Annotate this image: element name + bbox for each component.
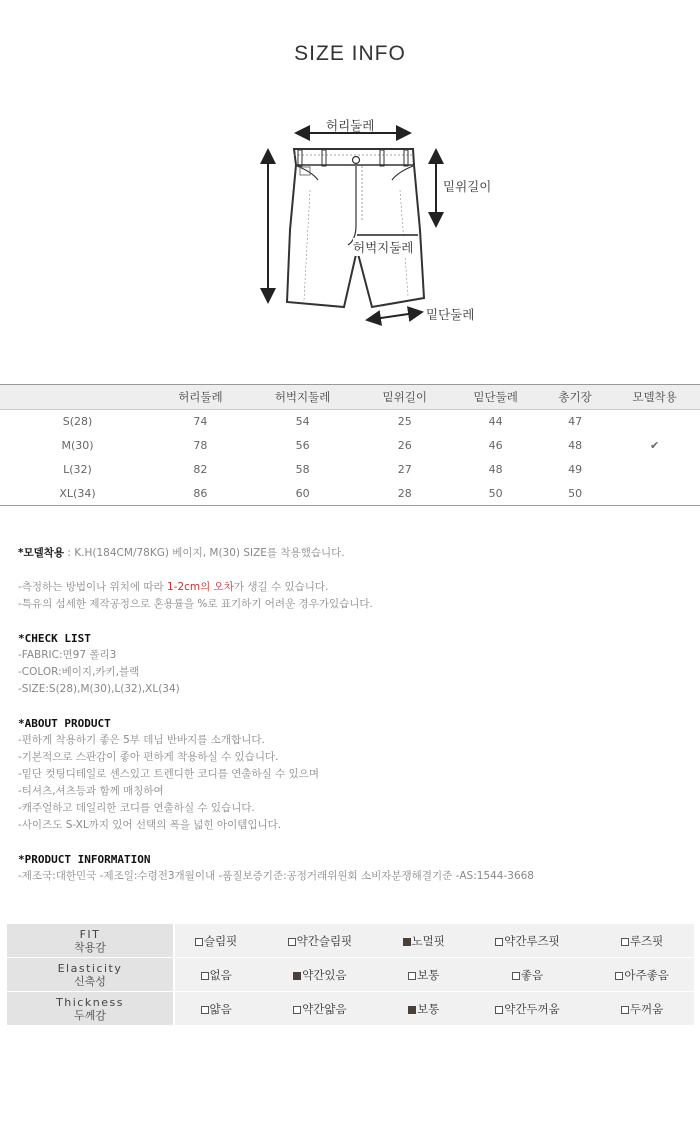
fit-table bbox=[7, 924, 694, 1026]
header-cell bbox=[0, 385, 155, 410]
option-cell bbox=[465, 992, 590, 1026]
option-cell bbox=[383, 992, 465, 1026]
header-cell: 허리둘레 bbox=[155, 385, 246, 410]
option-cell bbox=[590, 992, 694, 1026]
header-cell: 허벅지둘레 bbox=[246, 385, 360, 410]
checkbox-icon bbox=[495, 938, 503, 946]
waist-label: 허리둘레 bbox=[326, 118, 375, 133]
option-cell bbox=[175, 924, 257, 958]
value-cell: 44 bbox=[488, 415, 503, 429]
option-label: 아주좋음 bbox=[624, 967, 669, 982]
value-cell: 50 bbox=[541, 482, 609, 506]
model-note bbox=[18, 545, 688, 562]
row-head-en: Thickness bbox=[56, 995, 124, 1009]
size-table-header bbox=[0, 385, 700, 410]
checkbox-icon bbox=[621, 1006, 629, 1014]
measure-note-text: 가 생길 수 있습니다. bbox=[233, 581, 329, 593]
row-head-ko: 두께감 bbox=[74, 1008, 106, 1022]
model-cell bbox=[609, 458, 700, 482]
value-cell: 50 bbox=[450, 482, 541, 506]
header-cell: 밑단둘레 bbox=[450, 385, 541, 410]
option-label: 슬림핏 bbox=[203, 933, 238, 948]
option-cell bbox=[590, 958, 694, 992]
thickness-row bbox=[7, 992, 694, 1026]
elasticity-row-head bbox=[7, 958, 175, 992]
product-information-heading: *PRODUCT INFORMATION bbox=[18, 853, 151, 866]
option-cell bbox=[175, 992, 257, 1026]
list-item: -기본적으로 스판감이 좋아 편하게 착용하실 수 있습니다. bbox=[18, 751, 279, 763]
list-item: -사이즈도 S-XL까지 있어 선택의 폭을 넓힌 아이템입니다. bbox=[18, 819, 282, 831]
option-label: 루즈핏 bbox=[629, 933, 664, 948]
value-cell: 74 bbox=[193, 415, 208, 429]
table-row bbox=[0, 458, 700, 482]
size-cell: XL(34) bbox=[0, 482, 155, 506]
option-label: 보통 bbox=[417, 967, 440, 982]
checkbox-checked-icon bbox=[293, 972, 301, 980]
option-cell bbox=[383, 924, 465, 958]
list-item: -티셔츠,셔츠등과 함께 매칭하여 bbox=[18, 785, 164, 797]
checkbox-icon bbox=[195, 938, 203, 946]
measure-note-highlight: 1-2cm의 오차 bbox=[167, 581, 234, 593]
checkbox-checked-icon bbox=[408, 1006, 416, 1014]
option-label: 약간있음 bbox=[302, 967, 347, 982]
checkbox-checked-icon bbox=[403, 938, 411, 946]
list-item: -밑단 컷팅디테일로 센스있고 트렌디한 코디를 연출하실 수 있으며 bbox=[18, 768, 320, 780]
product-information-line: -제조국:대한민국 -제조일:수령전3개월이내 -품질보증기준:공정거래위원회 소비자분쟁해결기준 -AS:1544-3668 bbox=[18, 870, 534, 882]
value-cell: 58 bbox=[295, 463, 310, 476]
option-label: 좋음 bbox=[520, 967, 544, 982]
option-cell bbox=[465, 958, 590, 992]
model-cell bbox=[609, 410, 700, 434]
option-label: 노멀핏 bbox=[411, 933, 445, 948]
option-cell bbox=[590, 924, 694, 958]
page-title: SIZE INFO bbox=[294, 42, 406, 65]
checkbox-icon bbox=[201, 1006, 209, 1014]
option-cell bbox=[383, 958, 465, 992]
option-label: 약간얇음 bbox=[302, 1001, 347, 1016]
checkmark-icon: ✔ bbox=[649, 439, 660, 452]
option-label: 없음 bbox=[209, 967, 232, 982]
checkbox-icon bbox=[495, 1006, 503, 1014]
value-cell: 86 bbox=[155, 482, 246, 506]
size-cell: L(32) bbox=[63, 463, 92, 476]
shorts-diagram bbox=[0, 0, 700, 360]
option-cell bbox=[175, 958, 257, 992]
checkbox-icon bbox=[512, 972, 520, 980]
size-table bbox=[0, 384, 700, 506]
checkbox-icon bbox=[621, 938, 629, 946]
list-item: -편하게 착용하기 좋은 5부 데님 반바지를 소개합니다. bbox=[18, 734, 265, 746]
list-item: -SIZE:S(28),M(30),L(32),XL(34) bbox=[18, 683, 180, 695]
list-item: -FABRIC:면97 폴리3 bbox=[18, 649, 117, 661]
row-head-en: Elasticity bbox=[57, 961, 123, 975]
value-cell: 26 bbox=[397, 439, 412, 452]
header-cell: 밑위길이 bbox=[359, 385, 450, 410]
value-cell: 25 bbox=[397, 415, 412, 429]
elasticity-row bbox=[7, 958, 694, 992]
model-note-text: : K.H(184CM/78KG) 베이지, M(30) SIZE를 착용했습니다. bbox=[64, 547, 345, 559]
model-cell bbox=[609, 482, 700, 506]
thigh-label: 허벅지둘레 bbox=[353, 240, 414, 255]
value-cell: 56 bbox=[295, 439, 310, 452]
value-cell: 49 bbox=[568, 463, 583, 476]
table-row bbox=[0, 410, 700, 434]
measure-note-text: -측정하는 방법이나 위치에 따라 bbox=[18, 581, 167, 593]
checkbox-icon bbox=[288, 938, 296, 946]
table-row bbox=[0, 434, 700, 458]
row-head-en: FIT bbox=[79, 927, 101, 941]
option-cell bbox=[257, 924, 382, 958]
list-item: -COLOR:베이지,카키,블랙 bbox=[18, 666, 140, 678]
checkbox-icon bbox=[408, 972, 416, 980]
hem-label: 밑단둘레 bbox=[426, 307, 475, 322]
value-cell: 27 bbox=[397, 463, 412, 476]
about-product-heading: *ABOUT PRODUCT bbox=[18, 717, 111, 730]
thickness-row-head bbox=[7, 992, 175, 1026]
size-cell: M(30) bbox=[61, 439, 94, 452]
row-head-ko: 착용감 bbox=[74, 940, 106, 954]
product-notes bbox=[18, 545, 688, 885]
model-note-head: *모델착용 bbox=[18, 547, 65, 559]
checkbox-icon bbox=[615, 972, 623, 980]
header-cell: 모델착용 bbox=[609, 385, 700, 410]
option-label: 얇음 bbox=[209, 1001, 232, 1016]
header-cell: 총기장 bbox=[541, 385, 609, 410]
value-cell: 28 bbox=[359, 482, 450, 506]
rise-label: 밑위길이 bbox=[443, 179, 492, 194]
option-cell bbox=[257, 992, 382, 1026]
value-cell: 48 bbox=[568, 439, 583, 452]
check-list-heading: *CHECK LIST bbox=[18, 632, 91, 645]
value-cell: 48 bbox=[488, 463, 503, 476]
value-cell: 60 bbox=[246, 482, 360, 506]
option-cell bbox=[257, 958, 382, 992]
checkbox-icon bbox=[201, 972, 209, 980]
value-cell: 47 bbox=[568, 415, 583, 429]
size-cell: S(28) bbox=[62, 415, 93, 429]
option-label: 약간루즈핏 bbox=[504, 933, 560, 948]
table-row bbox=[0, 482, 700, 506]
option-label: 두꺼움 bbox=[629, 1001, 664, 1016]
option-label: 약간슬림핏 bbox=[296, 933, 353, 948]
option-cell bbox=[465, 924, 590, 958]
value-cell: 82 bbox=[193, 463, 208, 476]
list-item: -캐주얼하고 데일리한 코디를 연출하실 수 있습니다. bbox=[18, 802, 255, 814]
blend-note: -특유의 섬세한 제작공정으로 혼용률을 %로 표기하기 어려운 경우가있습니다. bbox=[18, 598, 373, 610]
value-cell: 54 bbox=[295, 415, 310, 429]
measure-note bbox=[18, 579, 688, 596]
option-label: 보통 bbox=[417, 1001, 440, 1016]
value-cell: 78 bbox=[193, 439, 208, 452]
checkbox-icon bbox=[293, 1006, 301, 1014]
option-label: 약간두꺼움 bbox=[504, 1001, 560, 1016]
fit-row-head bbox=[7, 924, 175, 958]
row-head-ko: 신축성 bbox=[74, 974, 106, 988]
fit-row bbox=[7, 924, 694, 958]
value-cell: 46 bbox=[488, 439, 503, 452]
